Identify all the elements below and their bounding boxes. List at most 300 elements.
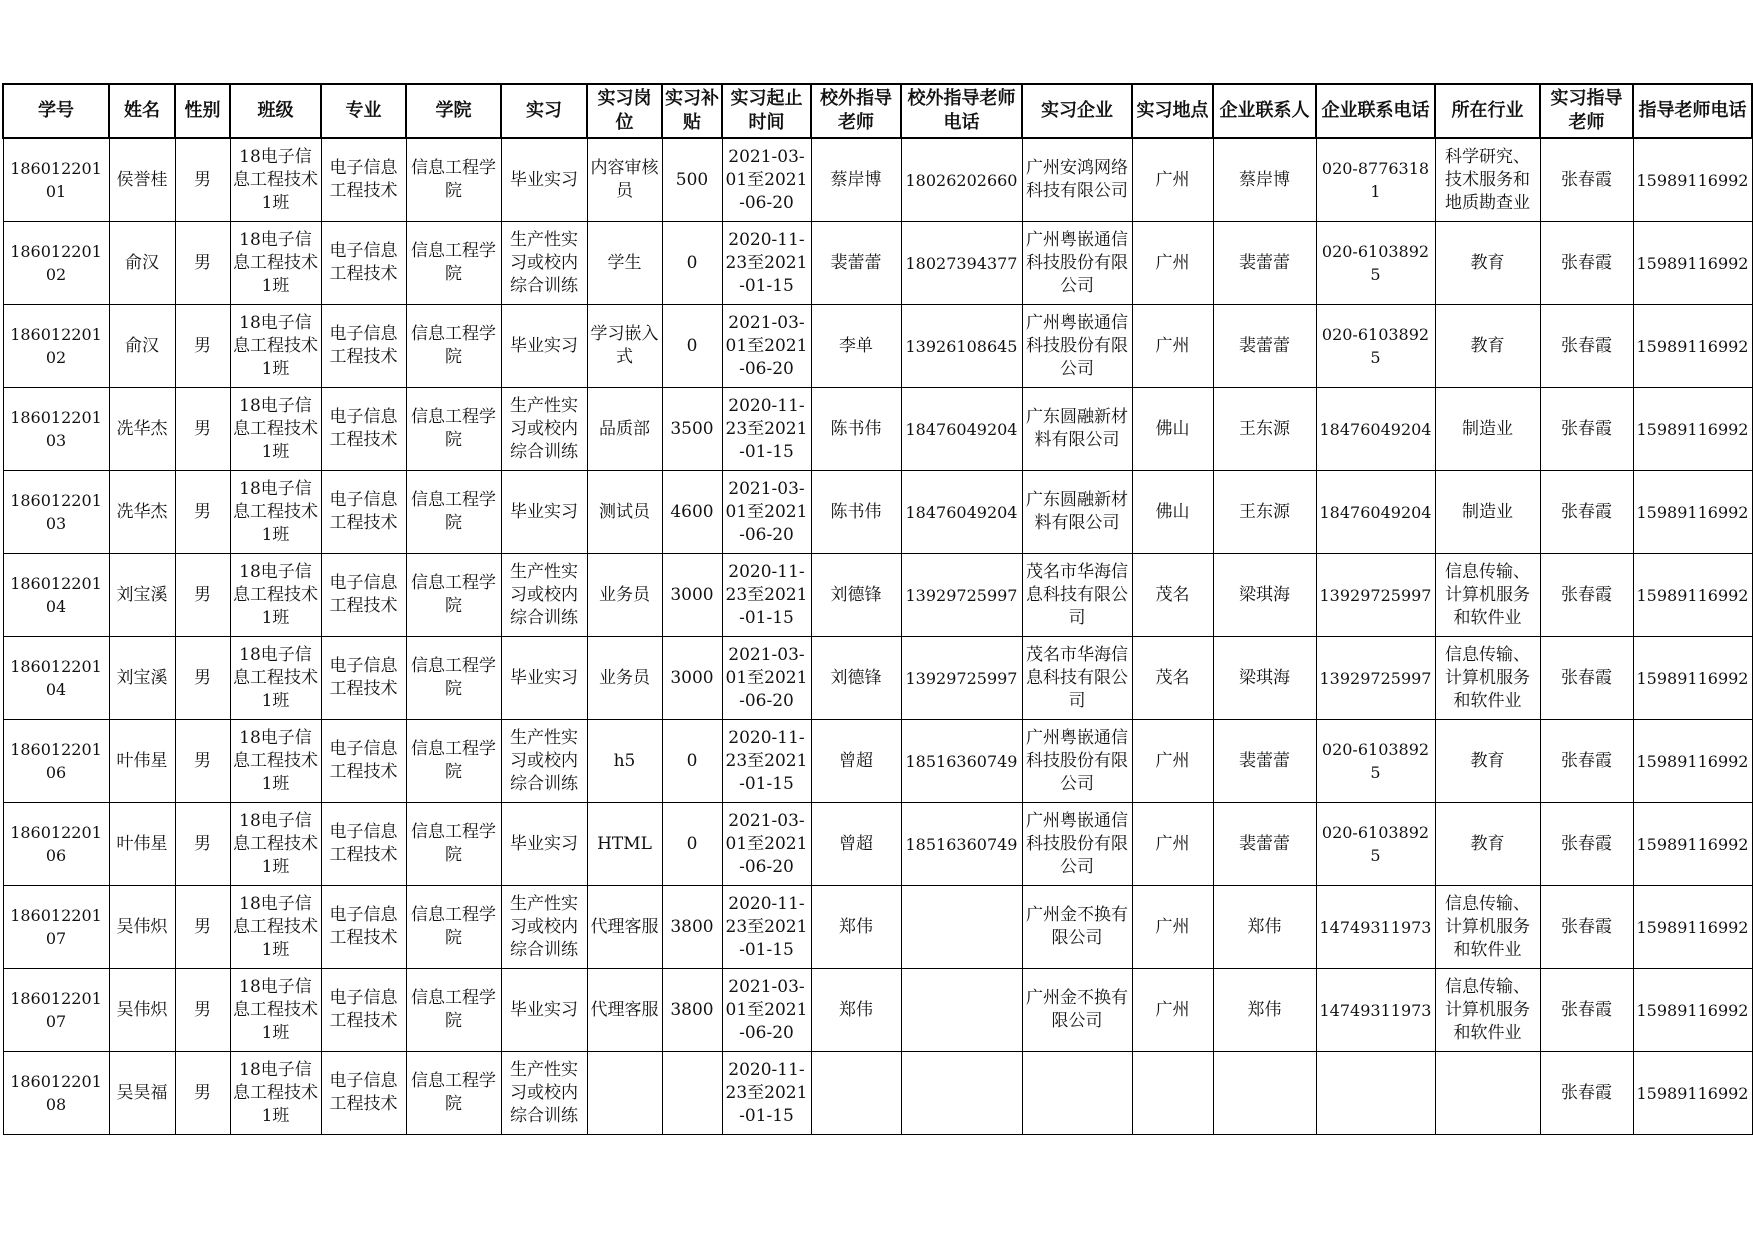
cell-text: 教育 xyxy=(1470,335,1505,356)
cell-text: 张春霞 xyxy=(1561,750,1612,771)
cell-text: 18601220103 xyxy=(10,491,102,533)
cell-external-mentor-phone xyxy=(901,138,1022,222)
cell-text: 郑伟 xyxy=(1247,999,1282,1020)
cell-industry xyxy=(1435,637,1540,720)
cell-company-phone xyxy=(1316,803,1435,886)
cell-text: 15989116992 xyxy=(1636,253,1749,273)
cell-text: 张春霞 xyxy=(1561,418,1612,439)
roster-body xyxy=(3,138,1752,1135)
cell-text: 男 xyxy=(194,750,211,771)
cell-student-id xyxy=(3,222,109,305)
cell-text: 0 xyxy=(686,335,698,356)
cell-text: 广州 xyxy=(1155,335,1190,356)
cell-major xyxy=(321,720,406,803)
cell-text: 3500 xyxy=(670,418,714,439)
cell-advisor-phone xyxy=(1633,720,1752,803)
cell-text: 18476049204 xyxy=(905,502,1018,522)
cell-text: 15989116992 xyxy=(1636,502,1749,522)
cell-company xyxy=(1022,886,1132,969)
cell-text: 2021-03-01至2021-06-20 xyxy=(725,644,808,711)
cell-text: 14749311973 xyxy=(1319,1000,1432,1020)
cell-text: 生产性实习或校内综合训练 xyxy=(510,1059,578,1126)
cell-external-mentor xyxy=(811,803,901,886)
cell-text: 13929725997 xyxy=(905,585,1018,605)
cell-college xyxy=(406,886,501,969)
cell-internship-advisor xyxy=(1540,969,1633,1052)
table-row xyxy=(3,886,1752,969)
cell-text: 18601220104 xyxy=(10,657,102,699)
cell-company xyxy=(1022,471,1132,554)
cell-text: 叶伟星 xyxy=(116,750,168,771)
cell-external-mentor-phone xyxy=(901,388,1022,471)
cell-external-mentor-phone xyxy=(901,222,1022,305)
cell-text: 18电子信息工程技术1班 xyxy=(233,146,318,213)
cell-industry xyxy=(1435,886,1540,969)
cell-company xyxy=(1022,222,1132,305)
cell-text: 毕业实习 xyxy=(510,667,578,688)
cell-company-phone xyxy=(1316,720,1435,803)
cell-company-contact xyxy=(1213,969,1316,1052)
cell-gender xyxy=(175,471,230,554)
table-row xyxy=(3,969,1752,1052)
cell-text: 张春霞 xyxy=(1561,999,1612,1020)
cell-text: 18601220107 xyxy=(10,989,102,1031)
cell-external-mentor xyxy=(811,222,901,305)
cell-advisor-phone xyxy=(1633,886,1752,969)
cell-class xyxy=(230,305,321,388)
cell-external-mentor xyxy=(811,720,901,803)
cell-text: 佛山 xyxy=(1155,418,1190,439)
cell-gender xyxy=(175,886,230,969)
cell-student-id xyxy=(3,720,109,803)
cell-college xyxy=(406,803,501,886)
cell-text: 梁琪海 xyxy=(1239,584,1290,605)
cell-industry xyxy=(1435,222,1540,305)
cell-text: 俞汉 xyxy=(125,335,159,356)
cell-advisor-phone xyxy=(1633,803,1752,886)
cell-text: 信息工程学院 xyxy=(411,822,496,865)
cell-text: 茂名市华海信息科技有限公司 xyxy=(1026,644,1128,711)
cell-text: 2021-03-01至2021-06-20 xyxy=(725,312,808,379)
cell-text: 刘德锋 xyxy=(830,667,882,688)
cell-text: 广州 xyxy=(1155,169,1190,190)
cell-text: 15989116992 xyxy=(1636,585,1749,605)
cell-major xyxy=(321,969,406,1052)
col-header-internship-advisor: 实习指导老师 xyxy=(1540,84,1633,138)
cell-text: 电子信息工程技术 xyxy=(329,158,398,201)
cell-period xyxy=(722,305,811,388)
cell-location xyxy=(1132,720,1213,803)
cell-text: 2020-11-23至2021-01-15 xyxy=(725,727,808,794)
cell-name xyxy=(109,969,175,1052)
cell-text: 蔡岸博 xyxy=(830,169,882,190)
cell-external-mentor-phone xyxy=(901,886,1022,969)
cell-student-id xyxy=(3,471,109,554)
cell-text: 吴伟炽 xyxy=(116,916,168,937)
cell-name xyxy=(109,222,175,305)
cell-period xyxy=(722,969,811,1052)
cell-name xyxy=(109,637,175,720)
cell-period xyxy=(722,720,811,803)
cell-text: 俞汉 xyxy=(125,252,159,273)
cell-gender xyxy=(175,637,230,720)
cell-position xyxy=(587,388,662,471)
cell-text: 18电子信息工程技术1班 xyxy=(233,478,318,545)
table-row xyxy=(3,637,1752,720)
cell-location xyxy=(1132,471,1213,554)
cell-text: 茂名 xyxy=(1155,667,1190,688)
cell-class xyxy=(230,138,321,222)
cell-name xyxy=(109,388,175,471)
cell-period xyxy=(722,886,811,969)
cell-text: 2021-03-01至2021-06-20 xyxy=(725,976,808,1043)
cell-company-phone xyxy=(1316,637,1435,720)
cell-industry xyxy=(1435,969,1540,1052)
cell-advisor-phone xyxy=(1633,222,1752,305)
cell-subsidy xyxy=(662,305,722,388)
cell-position xyxy=(587,720,662,803)
cell-location xyxy=(1132,138,1213,222)
cell-text: 电子信息工程技术 xyxy=(329,407,398,450)
cell-text: 学生 xyxy=(607,252,642,273)
cell-internship-advisor xyxy=(1540,554,1633,637)
cell-advisor-phone xyxy=(1633,969,1752,1052)
cell-text: 广州金不换有限公司 xyxy=(1026,905,1128,948)
cell-text: 电子信息工程技术 xyxy=(329,324,398,367)
cell-position xyxy=(587,138,662,222)
cell-text: 15989116992 xyxy=(1636,336,1749,356)
cell-position xyxy=(587,637,662,720)
cell-text: 电子信息工程技术 xyxy=(329,573,398,616)
cell-text: 代理客服 xyxy=(590,999,659,1020)
cell-text: 广州 xyxy=(1155,916,1190,937)
cell-period xyxy=(722,803,811,886)
cell-class xyxy=(230,886,321,969)
cell-class xyxy=(230,720,321,803)
cell-text: 020-61038925 xyxy=(1321,823,1430,865)
cell-internship-advisor xyxy=(1540,138,1633,222)
cell-position xyxy=(587,886,662,969)
cell-text: 广州 xyxy=(1155,252,1190,273)
cell-company-contact xyxy=(1213,388,1316,471)
cell-student-id xyxy=(3,554,109,637)
cell-text: 18601220102 xyxy=(10,242,102,284)
cell-text: 叶伟星 xyxy=(116,833,168,854)
cell-text: 男 xyxy=(194,584,211,605)
cell-text: 代理客服 xyxy=(590,916,659,937)
cell-external-mentor-phone xyxy=(901,305,1022,388)
cell-text: 15989116992 xyxy=(1636,419,1749,439)
cell-college xyxy=(406,720,501,803)
cell-text: 信息传输、计算机服务和软件业 xyxy=(1445,976,1530,1043)
cell-industry xyxy=(1435,388,1540,471)
cell-text: 张春霞 xyxy=(1561,833,1612,854)
cell-text: 刘宝溪 xyxy=(116,667,168,688)
cell-text: 3800 xyxy=(670,999,714,1020)
cell-student-id xyxy=(3,969,109,1052)
cell-college xyxy=(406,471,501,554)
cell-text: 茂名 xyxy=(1155,584,1190,605)
cell-gender xyxy=(175,969,230,1052)
cell-text: 13926108645 xyxy=(905,336,1018,356)
cell-text: 广州粤嵌通信科技股份有限公司 xyxy=(1026,727,1128,794)
cell-location xyxy=(1132,388,1213,471)
cell-position xyxy=(587,803,662,886)
cell-industry xyxy=(1435,1052,1540,1135)
cell-position xyxy=(587,471,662,554)
cell-text: 15989116992 xyxy=(1636,1000,1749,1020)
cell-text: 18476049204 xyxy=(1319,502,1432,522)
internship-roster-table xyxy=(2,83,1753,1135)
cell-major xyxy=(321,886,406,969)
cell-text: 15989116992 xyxy=(1636,668,1749,688)
cell-text: 信息工程学院 xyxy=(411,1071,496,1114)
cell-text: 18601220106 xyxy=(10,740,102,782)
cell-internship-advisor xyxy=(1540,637,1633,720)
cell-company-phone xyxy=(1316,222,1435,305)
cell-name xyxy=(109,886,175,969)
cell-name xyxy=(109,1052,175,1135)
cell-text: 18516360749 xyxy=(905,751,1018,771)
col-header-internship-type: 实习 xyxy=(501,84,587,138)
cell-text: 3800 xyxy=(670,916,714,937)
cell-text: 2021-03-01至2021-06-20 xyxy=(725,810,808,877)
col-header-company: 实习企业 xyxy=(1022,84,1132,138)
cell-text: 18601220101 xyxy=(10,159,102,201)
cell-text: 侯誉桂 xyxy=(116,169,168,190)
cell-location xyxy=(1132,305,1213,388)
cell-company-phone xyxy=(1316,388,1435,471)
cell-text: 郑伟 xyxy=(1247,916,1282,937)
cell-text: 18026202660 xyxy=(905,170,1018,190)
cell-internship-type xyxy=(501,1052,587,1135)
cell-text: 郑伟 xyxy=(839,999,873,1020)
cell-text: 0 xyxy=(686,833,698,854)
cell-text: 生产性实习或校内综合训练 xyxy=(510,229,578,296)
col-header-advisor-phone: 指导老师电话 xyxy=(1633,84,1752,138)
cell-text: 制造业 xyxy=(1462,418,1513,439)
cell-subsidy xyxy=(662,637,722,720)
cell-student-id xyxy=(3,637,109,720)
col-header-company-phone: 企业联系电话 xyxy=(1316,84,1435,138)
cell-text: 13929725997 xyxy=(1319,668,1432,688)
cell-major xyxy=(321,554,406,637)
cell-class xyxy=(230,471,321,554)
cell-subsidy xyxy=(662,886,722,969)
cell-external-mentor-phone xyxy=(901,969,1022,1052)
cell-text: 毕业实习 xyxy=(510,169,578,190)
cell-text: 张春霞 xyxy=(1561,335,1612,356)
cell-text: 业务员 xyxy=(599,667,650,688)
cell-subsidy xyxy=(662,471,722,554)
table-row xyxy=(3,388,1752,471)
cell-text: 信息传输、计算机服务和软件业 xyxy=(1445,893,1530,960)
cell-text: 信息工程学院 xyxy=(411,407,496,450)
cell-text: 500 xyxy=(675,169,709,190)
cell-internship-type xyxy=(501,138,587,222)
cell-text: 18电子信息工程技术1班 xyxy=(233,395,318,462)
cell-major xyxy=(321,305,406,388)
cell-text: 15989116992 xyxy=(1636,834,1749,854)
cell-company-contact xyxy=(1213,720,1316,803)
cell-company-contact xyxy=(1213,305,1316,388)
cell-internship-advisor xyxy=(1540,720,1633,803)
cell-internship-type xyxy=(501,554,587,637)
cell-text: 18电子信息工程技术1班 xyxy=(233,976,318,1043)
cell-college xyxy=(406,388,501,471)
cell-industry xyxy=(1435,305,1540,388)
cell-company-phone xyxy=(1316,886,1435,969)
cell-class xyxy=(230,554,321,637)
cell-text: 张春霞 xyxy=(1561,916,1612,937)
cell-text: 18电子信息工程技术1班 xyxy=(233,810,318,877)
cell-text: 18027394377 xyxy=(905,253,1018,273)
cell-text: 信息工程学院 xyxy=(411,905,496,948)
cell-text: 教育 xyxy=(1470,833,1505,854)
cell-text: 18601220103 xyxy=(10,408,102,450)
cell-text: 3000 xyxy=(670,584,714,605)
cell-location xyxy=(1132,1052,1213,1135)
cell-company xyxy=(1022,803,1132,886)
cell-company xyxy=(1022,1052,1132,1135)
cell-internship-advisor xyxy=(1540,305,1633,388)
cell-internship-type xyxy=(501,969,587,1052)
table-row xyxy=(3,554,1752,637)
cell-text: 2020-11-23至2021-01-15 xyxy=(725,893,808,960)
cell-major xyxy=(321,637,406,720)
cell-text: 2020-11-23至2021-01-15 xyxy=(725,561,808,628)
cell-major xyxy=(321,388,406,471)
cell-class xyxy=(230,388,321,471)
cell-text: 男 xyxy=(194,418,211,439)
cell-company xyxy=(1022,388,1132,471)
table-row xyxy=(3,803,1752,886)
cell-company-phone xyxy=(1316,138,1435,222)
cell-internship-type xyxy=(501,886,587,969)
cell-subsidy xyxy=(662,138,722,222)
cell-period xyxy=(722,388,811,471)
cell-external-mentor xyxy=(811,138,901,222)
cell-subsidy xyxy=(662,1052,722,1135)
cell-text: 电子信息工程技术 xyxy=(329,656,398,699)
cell-text: 教育 xyxy=(1470,252,1505,273)
cell-text: 18601220107 xyxy=(10,906,102,948)
cell-text: 广东圆融新材料有限公司 xyxy=(1026,490,1128,533)
cell-external-mentor-phone xyxy=(901,637,1022,720)
cell-text: 信息传输、计算机服务和软件业 xyxy=(1445,644,1530,711)
cell-text: 2020-11-23至2021-01-15 xyxy=(725,1059,808,1126)
cell-text: 张春霞 xyxy=(1561,667,1612,688)
cell-position xyxy=(587,554,662,637)
col-header-student-id: 学号 xyxy=(3,84,109,138)
cell-industry xyxy=(1435,138,1540,222)
cell-company xyxy=(1022,637,1132,720)
cell-text: 信息传输、计算机服务和软件业 xyxy=(1445,561,1530,628)
cell-text: 电子信息工程技术 xyxy=(329,822,398,865)
cell-gender xyxy=(175,222,230,305)
cell-company xyxy=(1022,138,1132,222)
cell-text: 18电子信息工程技术1班 xyxy=(233,893,318,960)
cell-text: 郑伟 xyxy=(839,916,873,937)
cell-text: 3000 xyxy=(670,667,714,688)
cell-text: 18476049204 xyxy=(1319,419,1432,439)
cell-company-contact xyxy=(1213,637,1316,720)
cell-text: 广州粤嵌通信科技股份有限公司 xyxy=(1026,229,1128,296)
cell-text: 吴昊福 xyxy=(116,1082,168,1103)
cell-text: 曾超 xyxy=(839,750,873,771)
cell-company xyxy=(1022,305,1132,388)
cell-text: 13929725997 xyxy=(1319,585,1432,605)
cell-text: 男 xyxy=(194,1082,211,1103)
cell-text: 15989116992 xyxy=(1636,751,1749,771)
cell-text: 电子信息工程技术 xyxy=(329,1071,398,1114)
cell-period xyxy=(722,637,811,720)
cell-gender xyxy=(175,803,230,886)
cell-text: 电子信息工程技术 xyxy=(329,988,398,1031)
cell-text: 电子信息工程技术 xyxy=(329,241,398,284)
cell-advisor-phone xyxy=(1633,1052,1752,1135)
cell-company xyxy=(1022,720,1132,803)
cell-industry xyxy=(1435,471,1540,554)
cell-period xyxy=(722,471,811,554)
cell-student-id xyxy=(3,1052,109,1135)
col-header-period: 实习起止时间 xyxy=(722,84,811,138)
cell-text: 020-87763181 xyxy=(1321,159,1430,201)
col-header-name: 姓名 xyxy=(109,84,175,138)
cell-name xyxy=(109,305,175,388)
cell-subsidy xyxy=(662,388,722,471)
cell-text: 男 xyxy=(194,169,211,190)
cell-college xyxy=(406,969,501,1052)
cell-student-id xyxy=(3,886,109,969)
cell-advisor-phone xyxy=(1633,637,1752,720)
cell-text: 刘宝溪 xyxy=(116,584,168,605)
cell-gender xyxy=(175,554,230,637)
cell-text: 电子信息工程技术 xyxy=(329,739,398,782)
cell-internship-type xyxy=(501,222,587,305)
cell-internship-type xyxy=(501,637,587,720)
table-row xyxy=(3,471,1752,554)
cell-text: 广州粤嵌通信科技股份有限公司 xyxy=(1026,312,1128,379)
cell-external-mentor xyxy=(811,886,901,969)
cell-text: 梁琪海 xyxy=(1239,667,1290,688)
cell-text: 13929725997 xyxy=(905,668,1018,688)
cell-name xyxy=(109,720,175,803)
cell-major xyxy=(321,1052,406,1135)
cell-text: 15989116992 xyxy=(1636,170,1749,190)
cell-company-contact xyxy=(1213,222,1316,305)
cell-external-mentor-phone xyxy=(901,554,1022,637)
cell-gender xyxy=(175,720,230,803)
cell-company-contact xyxy=(1213,471,1316,554)
cell-position xyxy=(587,969,662,1052)
cell-internship-type xyxy=(501,471,587,554)
cell-text: 2020-11-23至2021-01-15 xyxy=(725,229,808,296)
cell-company-contact xyxy=(1213,803,1316,886)
cell-text: 18电子信息工程技术1班 xyxy=(233,727,318,794)
cell-name xyxy=(109,803,175,886)
cell-text: 生产性实习或校内综合训练 xyxy=(510,395,578,462)
cell-text: 裴蕾蕾 xyxy=(1239,750,1290,771)
cell-class xyxy=(230,1052,321,1135)
cell-text: 男 xyxy=(194,252,211,273)
col-header-gender: 性别 xyxy=(175,84,230,138)
cell-text: 毕业实习 xyxy=(510,999,578,1020)
cell-gender xyxy=(175,305,230,388)
cell-company xyxy=(1022,554,1132,637)
cell-internship-type xyxy=(501,305,587,388)
cell-company-phone xyxy=(1316,305,1435,388)
